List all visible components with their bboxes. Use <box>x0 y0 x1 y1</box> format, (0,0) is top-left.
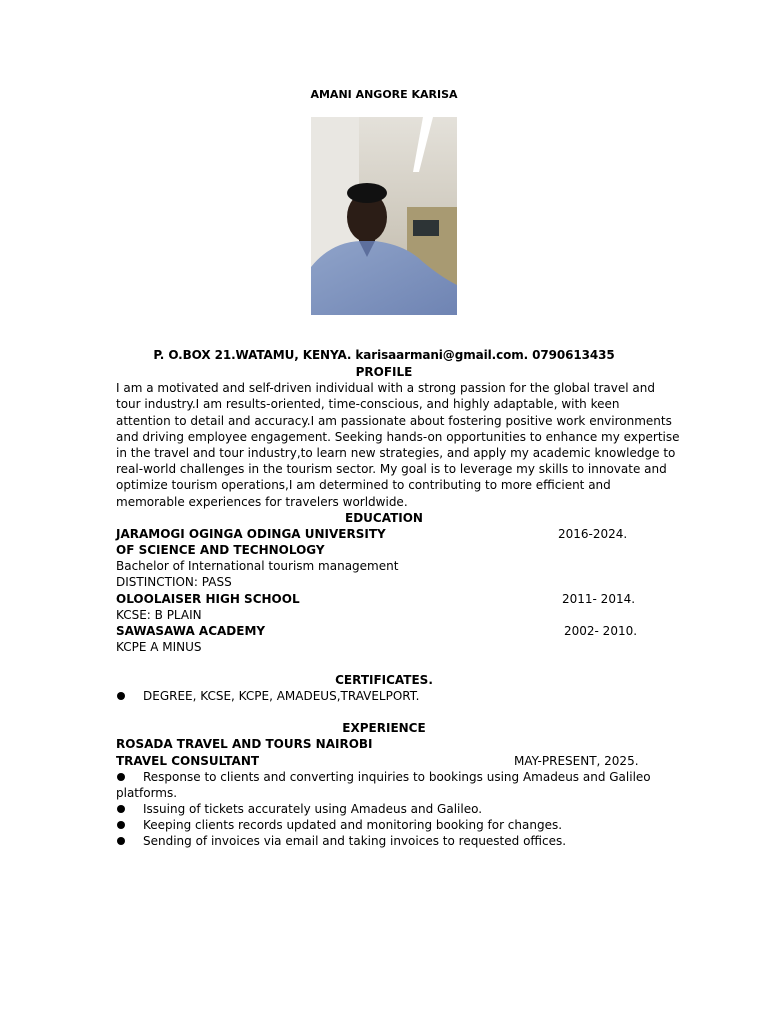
primary-school-name: SAWASAWA ACADEMY <box>116 624 266 638</box>
duty-item-continuation: platforms. <box>116 785 178 800</box>
duty-item-text: Sending of invoices via email and taking invoices to requested offices. <box>143 834 567 849</box>
profile-line: tour industry.I am results-oriented, time-conscious, and highly adaptable, with keen <box>116 397 620 412</box>
profile-line: in the travel and tour industry,to learn new strategies, and apply my academic knowledge to <box>116 445 676 460</box>
duty-item <box>116 801 656 817</box>
bullet-icon <box>117 821 125 829</box>
profile-line: I am a motivated and self-driven individual with a strong passion for the global travel and <box>116 381 655 396</box>
university-years: 2016-2024. <box>558 526 628 541</box>
duty-item <box>116 833 656 849</box>
experience-heading: EXPERIENCE <box>342 721 426 736</box>
job-title-row <box>116 753 656 769</box>
education-entry-university <box>116 526 656 542</box>
education-entry-high-school <box>116 591 656 607</box>
job-title: TRAVEL CONSULTANT <box>116 753 260 768</box>
resume-body <box>116 364 680 850</box>
primary-school-years: 2002- 2010. <box>564 624 638 638</box>
bullet-icon <box>117 692 125 700</box>
high-school-name: OLOOLAISER HIGH SCHOOL <box>116 591 300 606</box>
high-school-years: 2011- 2014. <box>562 591 636 606</box>
bullet-icon <box>117 805 125 813</box>
education-heading: EDUCATION <box>345 510 423 525</box>
spacer <box>116 704 656 720</box>
certificate-item-text: DEGREE, KCSE, KCPE, AMADEUS,TRAVELPORT. <box>143 688 420 703</box>
profile-line: and driving employee engagement. Seeking hands-on opportunities to enhance my expertise <box>116 429 680 444</box>
employer-name: ROSADA TRAVEL AND TOURS NAIROBI <box>116 737 373 752</box>
bullet-icon <box>117 773 125 781</box>
contact-line: P. O.BOX 21.WATAMU, KENYA. karisaarmani@gmail.com. 0790613435 <box>153 348 615 362</box>
degree-distinction: DISTINCTION: PASS <box>116 575 232 590</box>
profile-line: memorable experiences for travelers worldwide. <box>116 494 408 509</box>
profile-photo <box>311 117 457 315</box>
duty-item-text: Issuing of tickets accurately using Amadeus and Galileo. <box>143 802 483 817</box>
candidate-name: AMANI ANGORE KARISA <box>310 88 458 101</box>
university-name: JARAMOGI OGINGA ODINGA UNIVERSITY <box>116 526 386 541</box>
certificates-heading: CERTIFICATES. <box>335 672 433 687</box>
profile-line: real-world challenges in the tourism sector. My goal is to leverage my skills to innovate and <box>116 462 667 477</box>
kcpe-grade: KCPE A MINUS <box>116 640 202 655</box>
profile-heading: PROFILE <box>355 365 413 379</box>
university-name-cont: OF SCIENCE AND TECHNOLOGY <box>116 543 325 558</box>
profile-line: attention to detail and accuracy.I am passionate about fostering positive work environments <box>116 413 672 428</box>
duty-item <box>116 769 656 785</box>
duty-item <box>116 817 656 833</box>
duty-item-text: Response to clients and converting inquiries to bookings using Amadeus and Galileo <box>143 769 651 784</box>
bullet-icon <box>117 837 125 845</box>
degree-title: Bachelor of International tourism management <box>116 559 399 574</box>
duty-item-text: Keeping clients records updated and monitoring booking for changes. <box>143 818 563 833</box>
kcse-grade: KCSE: B PLAIN <box>116 607 202 622</box>
certificate-item <box>116 688 656 704</box>
job-period: MAY-PRESENT, 2025. <box>514 753 639 768</box>
spacer <box>116 655 656 671</box>
profile-line: optimize tourism operations,I am determined to contributing to more efficient and <box>116 478 611 493</box>
education-entry-primary <box>116 623 656 639</box>
